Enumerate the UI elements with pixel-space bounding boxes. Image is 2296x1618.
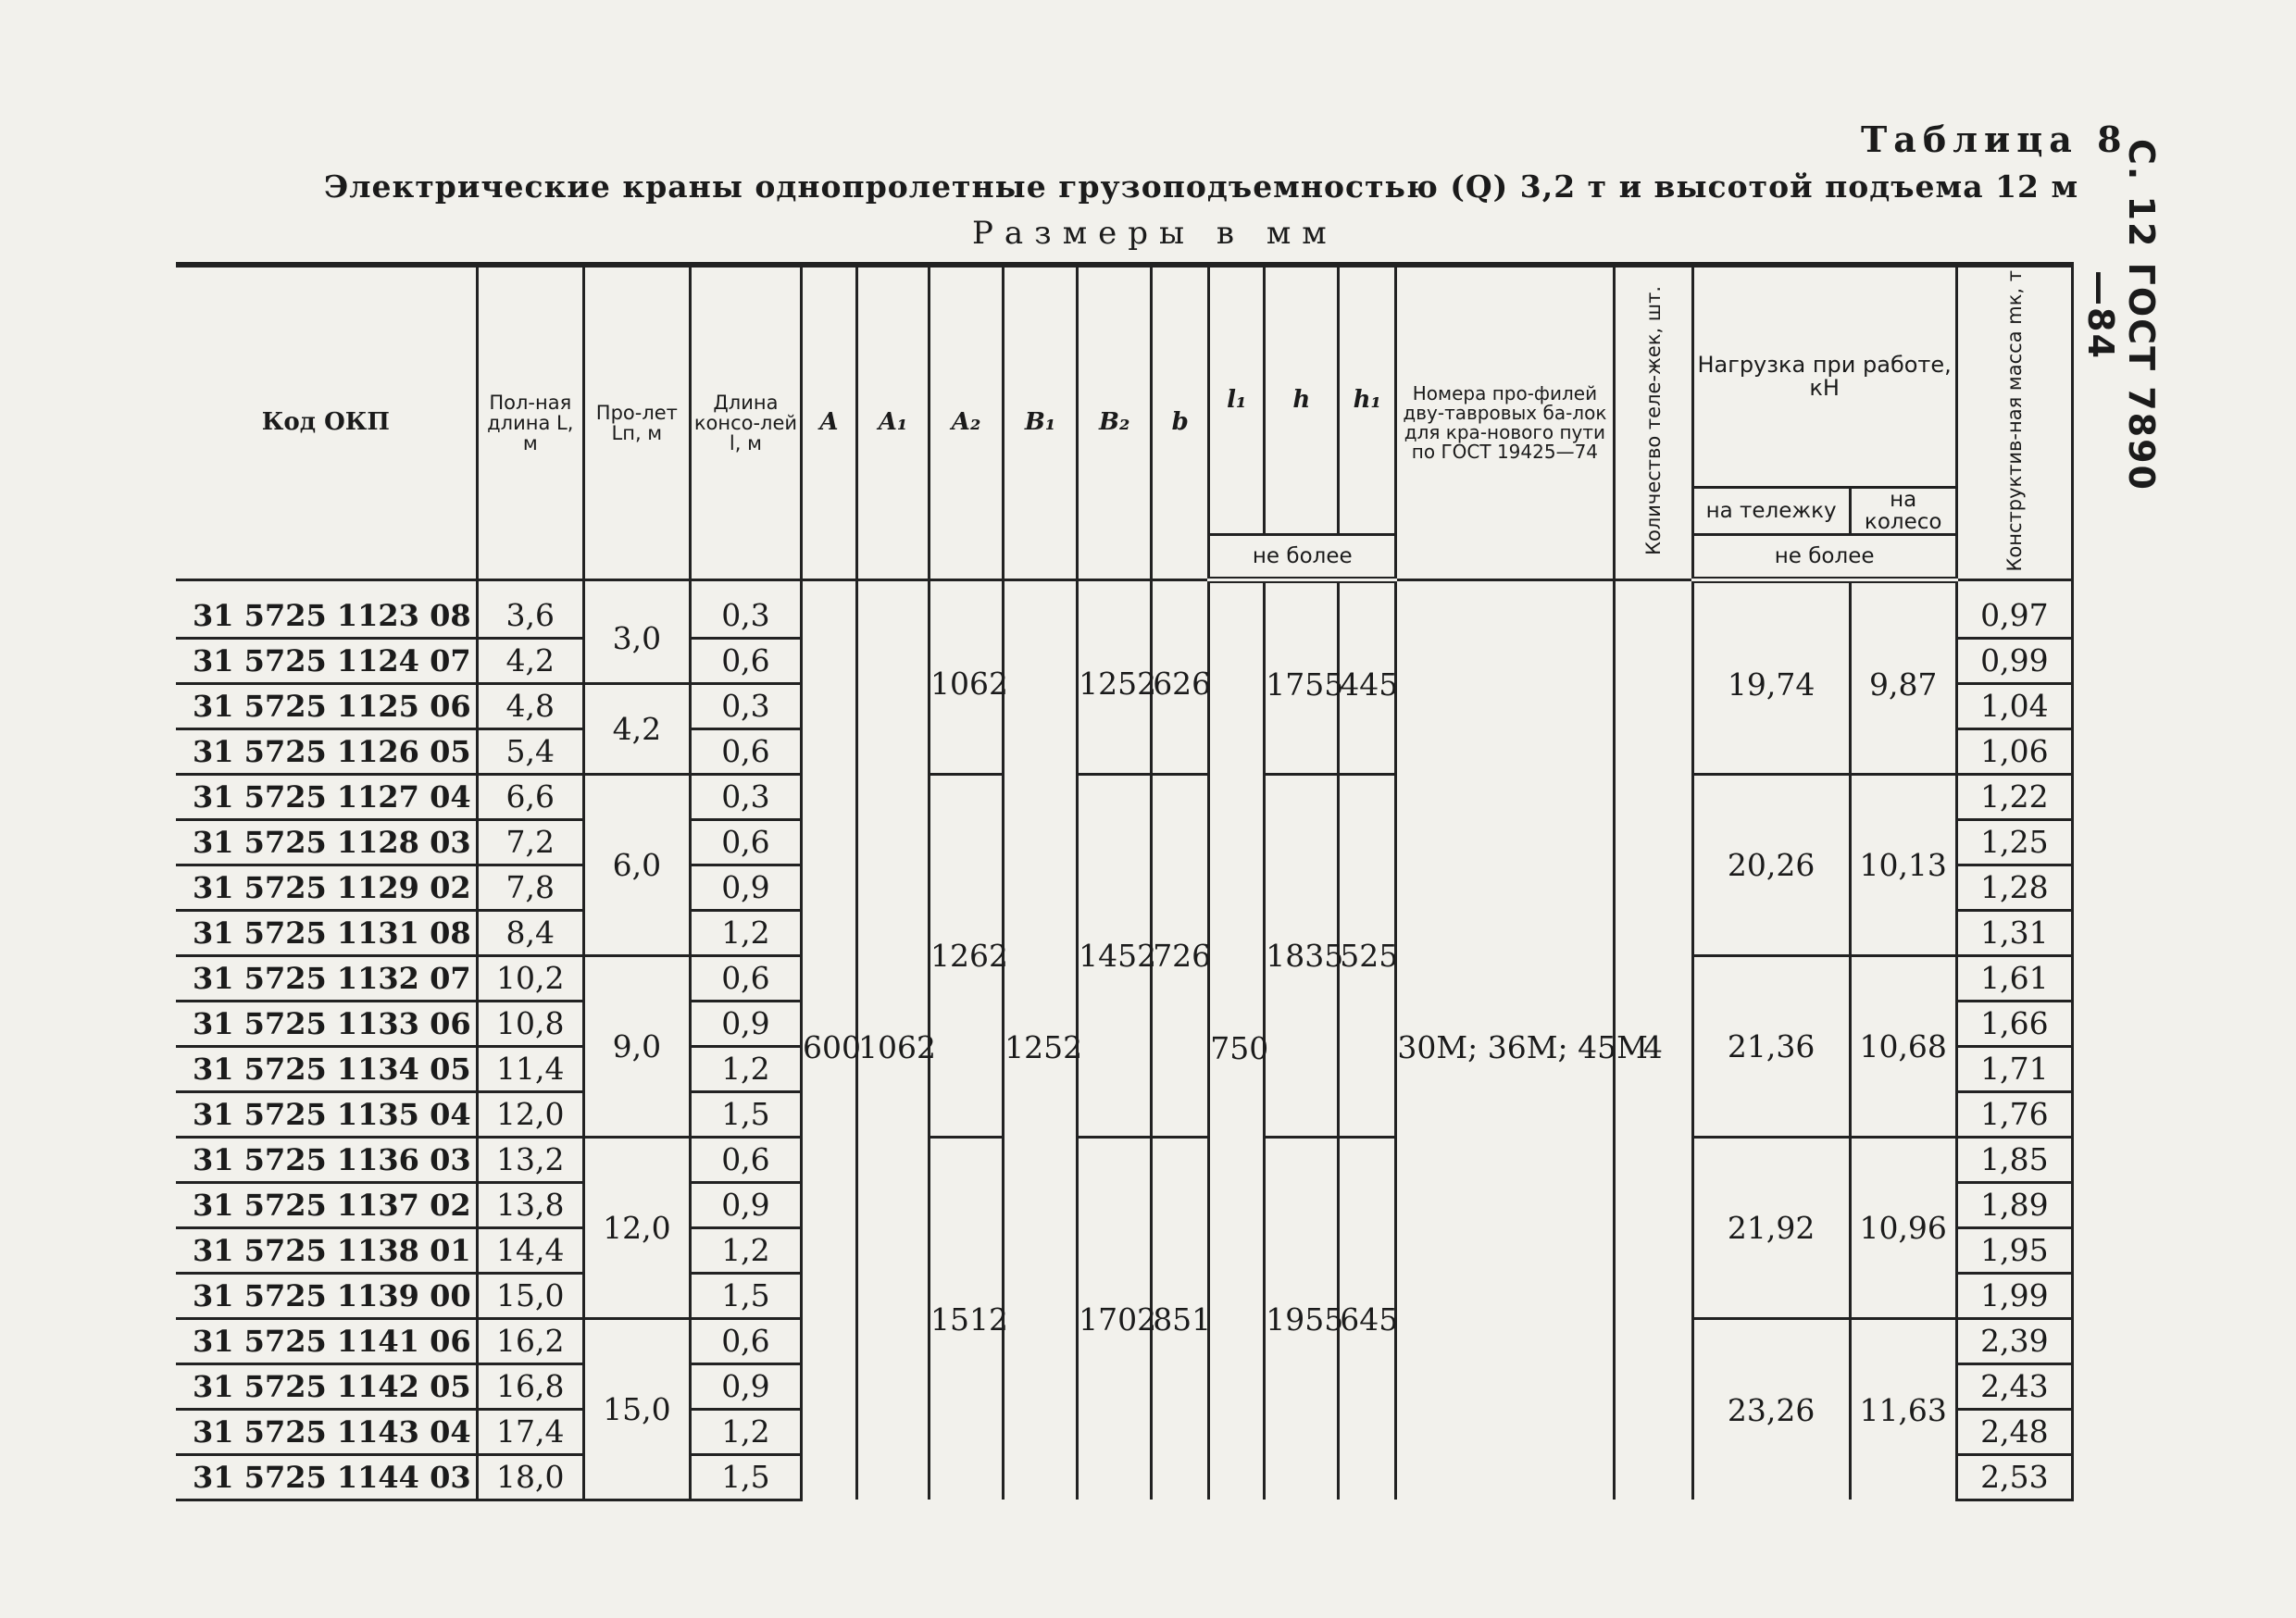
col-span-header: Про-лет Lп, м bbox=[583, 265, 690, 579]
cell-B2: 1252 bbox=[1078, 579, 1152, 774]
cell-full-length: 6,6 bbox=[477, 774, 583, 819]
cell-code: 31 5725 1135 04 bbox=[176, 1091, 477, 1137]
cell-full-length: 13,2 bbox=[477, 1137, 583, 1182]
cell-load-wheel: 10,96 bbox=[1850, 1137, 1956, 1318]
cell-cantilever: 0,3 bbox=[690, 683, 801, 728]
col-A-header: A bbox=[801, 265, 856, 579]
cell-load-wheel: 10,13 bbox=[1850, 774, 1956, 955]
cell-cantilever: 0,6 bbox=[690, 955, 801, 1001]
cell-full-length: 13,8 bbox=[477, 1182, 583, 1227]
cell-A2: 1262 bbox=[930, 774, 1004, 1137]
cell-span: 15,0 bbox=[583, 1318, 690, 1500]
cell-mass: 2,48 bbox=[1956, 1409, 2072, 1454]
cell-cantilever: 0,9 bbox=[690, 865, 801, 910]
cell-cantilever: 1,5 bbox=[690, 1091, 801, 1137]
cell-h1: 445 bbox=[1339, 579, 1396, 774]
cell-load-wheel: 10,68 bbox=[1850, 955, 1956, 1137]
cell-A: 600 bbox=[801, 579, 856, 1500]
crane-dimensions-table-wrap bbox=[176, 262, 2074, 1496]
cell-full-length: 16,8 bbox=[477, 1363, 583, 1409]
dims-max-note: не более bbox=[1209, 534, 1396, 579]
cell-code: 31 5725 1129 02 bbox=[176, 865, 477, 910]
cell-code: 31 5725 1134 05 bbox=[176, 1046, 477, 1091]
cell-full-length: 11,4 bbox=[477, 1046, 583, 1091]
cell-mass: 0,99 bbox=[1956, 638, 2072, 683]
cell-h: 1835 bbox=[1265, 774, 1339, 1137]
cell-full-length: 10,2 bbox=[477, 955, 583, 1001]
cell-cantilever: 0,6 bbox=[690, 819, 801, 865]
cell-code: 31 5725 1124 07 bbox=[176, 638, 477, 683]
col-mass-header bbox=[1956, 265, 2072, 579]
cell-l1: 750 bbox=[1209, 579, 1265, 1500]
cell-mass: 2,39 bbox=[1956, 1318, 2072, 1363]
cell-mass: 1,85 bbox=[1956, 1137, 2072, 1182]
cell-profiles: 30М; 36М; 45М bbox=[1396, 579, 1614, 1500]
col-b-header: b bbox=[1152, 265, 1209, 579]
cell-cantilever: 0,9 bbox=[690, 1363, 801, 1409]
col-profiles-header: Номера про-филей дву-тавровых ба-лок для кра-нового пути по ГОСТ 19425—74 bbox=[1396, 265, 1614, 579]
cell-load-trolley: 23,26 bbox=[1692, 1318, 1850, 1500]
cell-code: 31 5725 1127 04 bbox=[176, 774, 477, 819]
cell-cantilever: 0,6 bbox=[690, 1137, 801, 1182]
col-h1-header: h₁ bbox=[1339, 265, 1396, 534]
cell-code: 31 5725 1126 05 bbox=[176, 728, 477, 774]
cell-full-length: 3,6 bbox=[477, 579, 583, 638]
col-B1-header: B₁ bbox=[1004, 265, 1078, 579]
cell-b: 626 bbox=[1152, 579, 1209, 774]
col-full-length-header: Пол-ная длина L, м bbox=[477, 265, 583, 579]
cell-cantilever: 0,3 bbox=[690, 774, 801, 819]
cell-code: 31 5725 1142 05 bbox=[176, 1363, 477, 1409]
cell-mass: 1,71 bbox=[1956, 1046, 2072, 1091]
cell-mass: 2,43 bbox=[1956, 1363, 2072, 1409]
cell-h: 1755 bbox=[1265, 579, 1339, 774]
cell-full-length: 17,4 bbox=[477, 1409, 583, 1454]
cell-mass: 1,89 bbox=[1956, 1182, 2072, 1227]
cell-code: 31 5725 1128 03 bbox=[176, 819, 477, 865]
cell-load-trolley: 21,92 bbox=[1692, 1137, 1850, 1318]
cell-B1: 1252 bbox=[1004, 579, 1078, 1500]
cell-full-length: 12,0 bbox=[477, 1091, 583, 1137]
cell-code: 31 5725 1133 06 bbox=[176, 1001, 477, 1046]
cell-code: 31 5725 1125 06 bbox=[176, 683, 477, 728]
cell-load-trolley: 19,74 bbox=[1692, 579, 1850, 774]
table-title: Электрические краны однопролетные грузоподъемностью (Q) 3,2 т и высотой подъема 12 м bbox=[324, 168, 2079, 205]
cell-cantilever: 1,2 bbox=[690, 1409, 801, 1454]
cell-mass: 1,61 bbox=[1956, 955, 2072, 1001]
col-load-wheel-header: на колесо bbox=[1850, 487, 1956, 534]
cell-load-trolley: 21,36 bbox=[1692, 955, 1850, 1137]
cell-code: 31 5725 1131 08 bbox=[176, 910, 477, 955]
cell-span: 3,0 bbox=[583, 579, 690, 683]
cell-code: 31 5725 1138 01 bbox=[176, 1227, 477, 1273]
col-mass-header-text: Конструктив-ная масса mк, т bbox=[2003, 270, 2026, 572]
cell-full-length: 15,0 bbox=[477, 1273, 583, 1318]
cell-full-length: 5,4 bbox=[477, 728, 583, 774]
cell-cantilever: 0,6 bbox=[690, 728, 801, 774]
col-load-trolley-header: на тележку bbox=[1692, 487, 1850, 534]
cell-full-length: 18,0 bbox=[477, 1454, 583, 1500]
cell-span: 9,0 bbox=[583, 955, 690, 1137]
cell-span: 12,0 bbox=[583, 1137, 690, 1318]
cell-mass: 1,06 bbox=[1956, 728, 2072, 774]
cell-h1: 525 bbox=[1339, 774, 1396, 1137]
col-code-header: Код ОКП bbox=[176, 265, 477, 579]
cell-code: 31 5725 1123 08 bbox=[176, 579, 477, 638]
cell-mass: 1,04 bbox=[1956, 683, 2072, 728]
cell-mass: 0,97 bbox=[1956, 579, 2072, 638]
cell-A2: 1512 bbox=[930, 1137, 1004, 1500]
cell-code: 31 5725 1139 00 bbox=[176, 1273, 477, 1318]
cell-code: 31 5725 1143 04 bbox=[176, 1409, 477, 1454]
cell-code: 31 5725 1141 06 bbox=[176, 1318, 477, 1363]
crane-dimensions-table bbox=[176, 262, 2074, 1501]
cell-code: 31 5725 1144 03 bbox=[176, 1454, 477, 1500]
cell-mass: 1,76 bbox=[1956, 1091, 2072, 1137]
col-load-header: Нагрузка при работе, кН bbox=[1692, 265, 1956, 487]
cell-cantilever: 0,6 bbox=[690, 638, 801, 683]
cell-full-length: 7,8 bbox=[477, 865, 583, 910]
col-cantilever-header: Длина консо-лей l, м bbox=[690, 265, 801, 579]
load-max-note: не более bbox=[1692, 534, 1956, 579]
col-h-header: h bbox=[1265, 265, 1339, 534]
cell-mass: 1,95 bbox=[1956, 1227, 2072, 1273]
cell-cantilever: 0,3 bbox=[690, 579, 801, 638]
cell-b: 851 bbox=[1152, 1137, 1209, 1500]
page-reference: С. 12 ГОСТ 7890—84 bbox=[2080, 138, 2162, 492]
cell-mass: 2,53 bbox=[1956, 1454, 2072, 1500]
cell-A2: 1062 bbox=[930, 579, 1004, 774]
cell-full-length: 4,8 bbox=[477, 683, 583, 728]
col-l1-header: l₁ bbox=[1209, 265, 1265, 534]
cell-h1: 645 bbox=[1339, 1137, 1396, 1500]
cell-trolleys: 4 bbox=[1614, 579, 1692, 1500]
col-A1-header: A₁ bbox=[857, 265, 930, 579]
cell-load-wheel: 11,63 bbox=[1850, 1318, 1956, 1500]
cell-code: 31 5725 1132 07 bbox=[176, 955, 477, 1001]
cell-mass: 1,22 bbox=[1956, 774, 2072, 819]
cell-cantilever: 0,6 bbox=[690, 1318, 801, 1363]
cell-mass: 1,28 bbox=[1956, 865, 2072, 910]
table-label: Таблица 8 bbox=[1861, 118, 2128, 160]
cell-load-trolley: 20,26 bbox=[1692, 774, 1850, 955]
cell-full-length: 7,2 bbox=[477, 819, 583, 865]
cell-mass: 1,25 bbox=[1956, 819, 2072, 865]
cell-mass: 1,99 bbox=[1956, 1273, 2072, 1318]
table-row bbox=[176, 774, 2073, 819]
col-trolleys-header-text: Количество теле-жек, шт. bbox=[1641, 286, 1665, 556]
table-row bbox=[176, 1137, 2073, 1182]
cell-b: 726 bbox=[1152, 774, 1209, 1137]
cell-code: 31 5725 1137 02 bbox=[176, 1182, 477, 1227]
cell-full-length: 16,2 bbox=[477, 1318, 583, 1363]
col-trolleys-header bbox=[1614, 265, 1692, 579]
units-note: Размеры в мм bbox=[972, 215, 1338, 252]
cell-cantilever: 0,9 bbox=[690, 1001, 801, 1046]
cell-full-length: 14,4 bbox=[477, 1227, 583, 1273]
cell-code: 31 5725 1136 03 bbox=[176, 1137, 477, 1182]
cell-load-wheel: 9,87 bbox=[1850, 579, 1956, 774]
cell-h: 1955 bbox=[1265, 1137, 1339, 1500]
cell-mass: 1,31 bbox=[1956, 910, 2072, 955]
col-A2-header: A₂ bbox=[930, 265, 1004, 579]
cell-span: 6,0 bbox=[583, 774, 690, 955]
col-B2-header: B₂ bbox=[1078, 265, 1152, 579]
cell-mass: 1,66 bbox=[1956, 1001, 2072, 1046]
table-body bbox=[176, 579, 2073, 1500]
cell-cantilever: 1,2 bbox=[690, 1046, 801, 1091]
cell-A1: 1062 bbox=[857, 579, 930, 1500]
cell-full-length: 10,8 bbox=[477, 1001, 583, 1046]
cell-cantilever: 1,5 bbox=[690, 1273, 801, 1318]
table-row bbox=[176, 579, 2073, 638]
cell-B2: 1452 bbox=[1078, 774, 1152, 1137]
cell-cantilever: 0,9 bbox=[690, 1182, 801, 1227]
cell-cantilever: 1,2 bbox=[690, 1227, 801, 1273]
cell-full-length: 4,2 bbox=[477, 638, 583, 683]
cell-full-length: 8,4 bbox=[477, 910, 583, 955]
cell-cantilever: 1,5 bbox=[690, 1454, 801, 1500]
cell-span: 4,2 bbox=[583, 683, 690, 774]
cell-cantilever: 1,2 bbox=[690, 910, 801, 955]
cell-B2: 1702 bbox=[1078, 1137, 1152, 1500]
